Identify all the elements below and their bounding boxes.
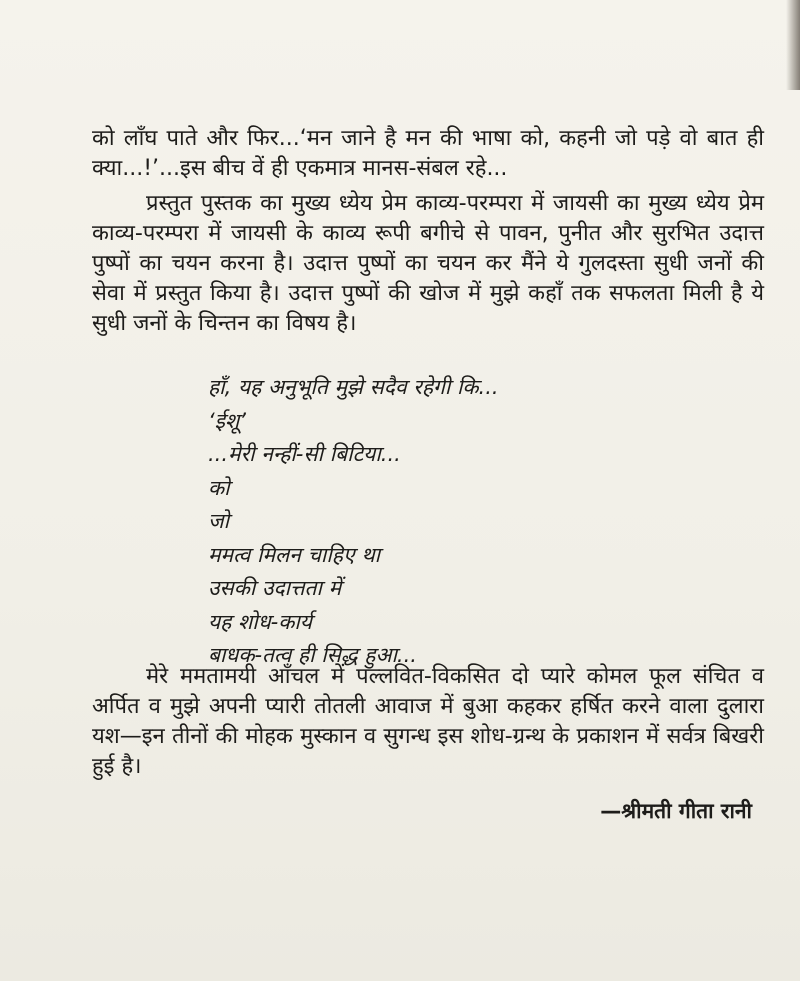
paragraph-dedication: मेरे ममतामयी आँचल में पल्लवित-विकसित दो प्यारे कोमल फूल संचित व अर्पित व मुझे अपनी प्यारी तोतली आवाज में बुआ कहकर हर्षित करने वाला दुलारा यश—इन तीनों की मोहक मुस्कान व सुगन्ध इस शोध-ग्रन्थ के प्रकाशन में सर्वत्र बिखरी हुई है। bbox=[92, 664, 764, 779]
verse-line: बाधक-तत्व ही सिद्ध हुआ... bbox=[208, 643, 417, 667]
verse-block bbox=[208, 371, 499, 673]
verse-line: ...मेरी नन्हीं-सी बिटिया... bbox=[208, 442, 401, 466]
verse-line: यह शोध-कार्य bbox=[208, 609, 312, 634]
verse-line: को bbox=[208, 475, 230, 500]
paragraph-opening: को लाँघ पाते और फिर...‘मन जाने है मन की भाषा को, कहनी जो पड़े वो बात ही क्या...!’...इस बीच वें ही एकमात्र मानस-संबल रहे... bbox=[92, 126, 764, 181]
paragraph-purpose: प्रस्तुत पुस्तक का मुख्य ध्येय प्रेम काव्य-परम्परा में जायसी का मुख्य ध्येय प्रेम काव्य-परम्परा में जायसी के काव्य रूपी बगीचे से पावन, पुनीत और सुरभित उदात्त पुष्पों का चयन करना है। उदात्त पुष्पों का चयन कर मैंने ये गुलदस्ता सुधी जनों की सेवा में प्रस्तुत किया है। उदात्त पुष्पों की खोज में मुझे कहाँ तक सफलता मिली है ये सुधी जनों के चिन्तन का विषय है। bbox=[92, 191, 764, 336]
verse-line: जो bbox=[208, 509, 230, 533]
author-signature: —श्रीमती गीता रानी bbox=[600, 799, 752, 823]
verse-line: ‘ईशू’ bbox=[208, 408, 246, 433]
page-edge-shadow bbox=[786, 0, 800, 90]
verse-line: हाँ, यह अनुभूति मुझे सदैव रहेगी कि... bbox=[208, 375, 499, 399]
verse-line: उसकी उदात्तता में bbox=[208, 576, 342, 600]
verse-line: ममत्व मिलन चाहिए था bbox=[208, 542, 381, 567]
